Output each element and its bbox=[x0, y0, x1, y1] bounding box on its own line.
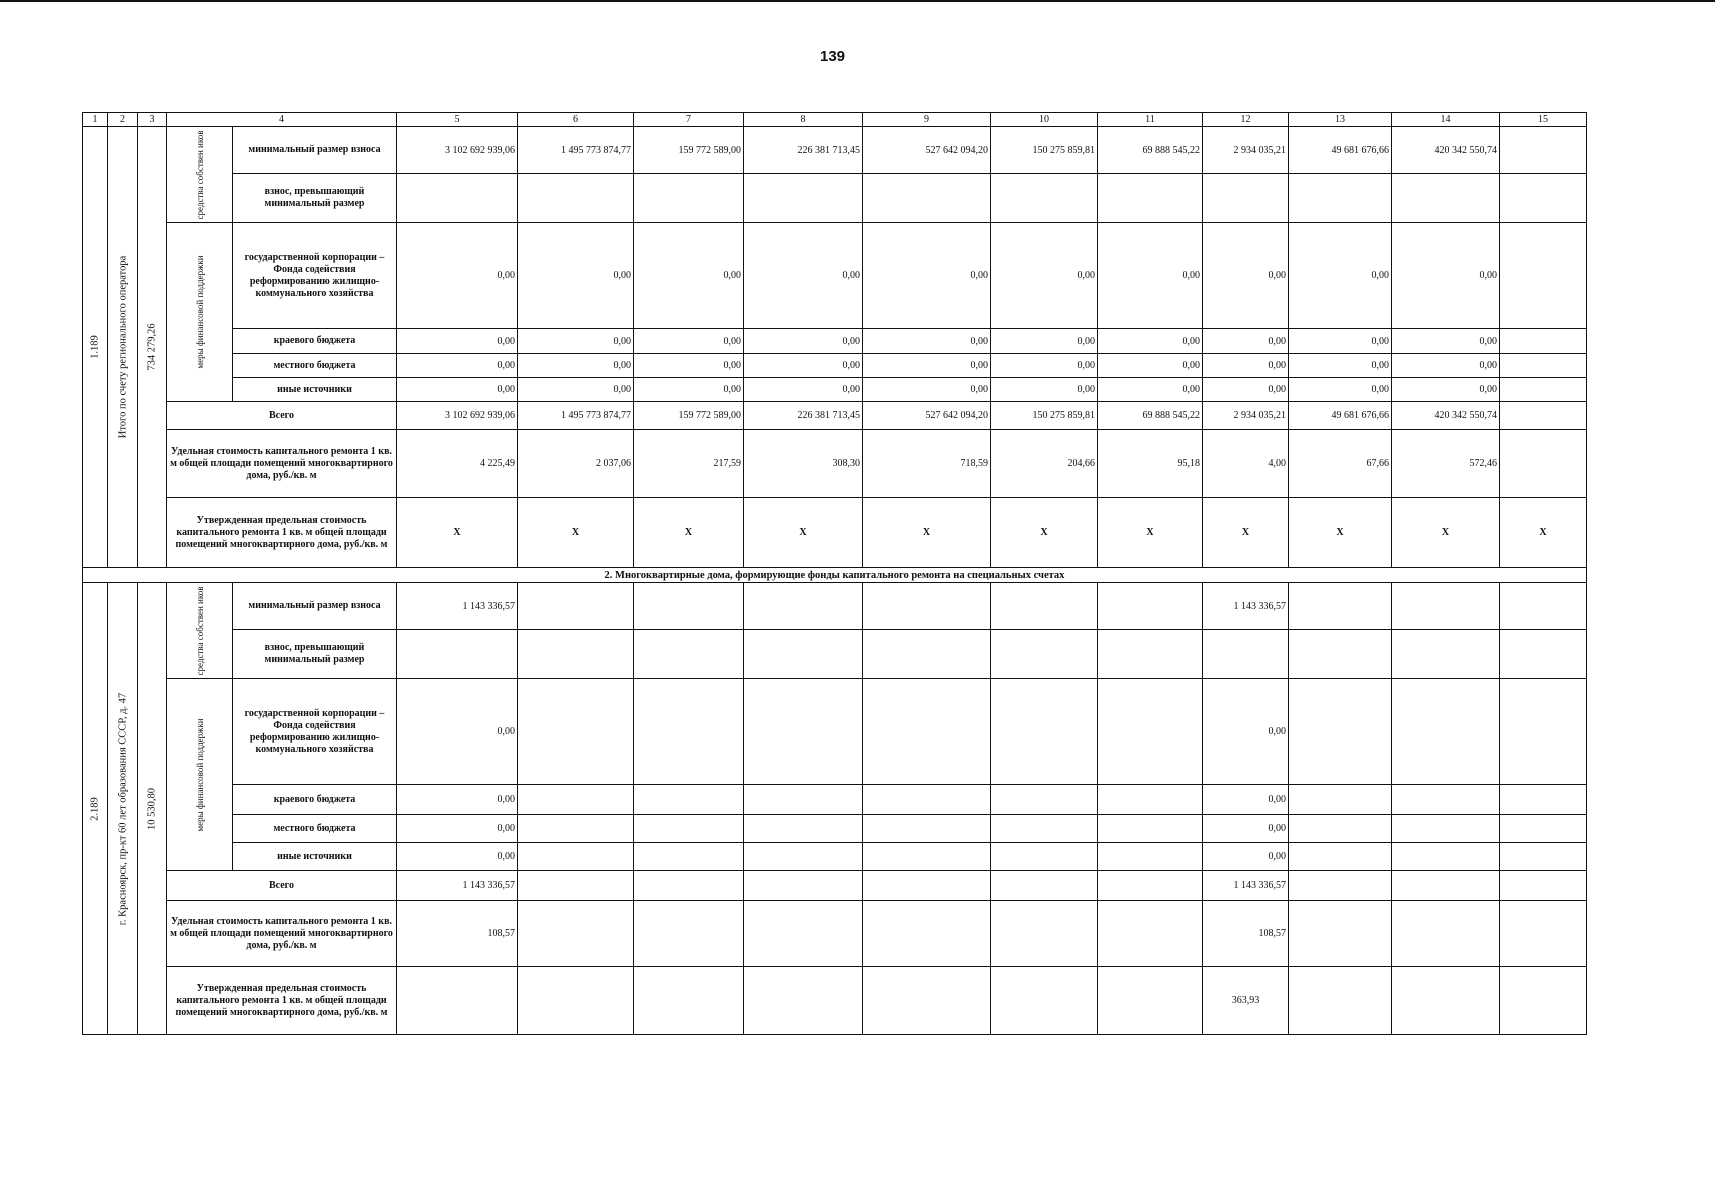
over-min-value bbox=[518, 630, 634, 679]
over-min-label: взнос, превышающий минимальный размер bbox=[233, 174, 397, 223]
section-title-row bbox=[83, 568, 1587, 583]
row-number bbox=[83, 583, 108, 1035]
local-budget-value: 0,00 bbox=[1098, 354, 1203, 378]
local-budget-value: 0,00 bbox=[744, 354, 863, 378]
fin-support-label bbox=[167, 679, 233, 871]
page-number: 139 bbox=[820, 48, 846, 65]
regional-budget-value bbox=[1098, 785, 1203, 815]
fund-value bbox=[1500, 223, 1587, 329]
fund-value: 0,00 bbox=[1392, 223, 1500, 329]
column-header-4: 4 bbox=[167, 113, 397, 127]
total-value bbox=[1500, 402, 1587, 430]
other-sources-value bbox=[1392, 843, 1500, 871]
column-header-8: 8 bbox=[744, 113, 863, 127]
fund-value: 0,00 bbox=[1289, 223, 1392, 329]
regional-budget-value: 0,00 bbox=[1392, 329, 1500, 354]
row-area bbox=[138, 127, 167, 568]
limit-cost-row bbox=[83, 498, 1587, 568]
unit-cost-value: 95,18 bbox=[1098, 430, 1203, 498]
unit-cost-value: 67,66 bbox=[1289, 430, 1392, 498]
min-contribution-value bbox=[744, 583, 863, 630]
total-value: 1 495 773 874,77 bbox=[518, 402, 634, 430]
total-label: Всего bbox=[167, 402, 397, 430]
unit-cost-value bbox=[1500, 901, 1587, 967]
unit-cost-value: 108,57 bbox=[397, 901, 518, 967]
column-header-13: 13 bbox=[1289, 113, 1392, 127]
total-value: 3 102 692 939,06 bbox=[397, 402, 518, 430]
regional-budget-value bbox=[744, 785, 863, 815]
local-budget-value: 0,00 bbox=[1289, 354, 1392, 378]
limit-cost-value bbox=[744, 967, 863, 1035]
total-value: 527 642 094,20 bbox=[863, 402, 991, 430]
row-number-text: 2.189 bbox=[89, 796, 101, 821]
over-min-value bbox=[397, 630, 518, 679]
total-value: 1 143 336,57 bbox=[1203, 871, 1289, 901]
min-contribution-row bbox=[83, 583, 1587, 630]
min-contribution-value: 159 772 589,00 bbox=[634, 127, 744, 174]
total-value bbox=[634, 871, 744, 901]
fund-value: 0,00 bbox=[634, 223, 744, 329]
local-budget-value bbox=[634, 815, 744, 843]
limit-cost-value: X bbox=[1289, 498, 1392, 568]
local-budget-value: 0,00 bbox=[518, 354, 634, 378]
min-contribution-value bbox=[1289, 583, 1392, 630]
total-value: 159 772 589,00 bbox=[634, 402, 744, 430]
own-funds-label bbox=[167, 583, 233, 679]
limit-cost-row bbox=[83, 967, 1587, 1035]
regional-budget-label: краевого бюджета bbox=[233, 785, 397, 815]
min-contribution-value: 1 143 336,57 bbox=[397, 583, 518, 630]
local-budget-value: 0,00 bbox=[397, 354, 518, 378]
fund-value: 0,00 bbox=[1203, 223, 1289, 329]
total-value: 2 934 035,21 bbox=[1203, 402, 1289, 430]
other-sources-value: 0,00 bbox=[1289, 378, 1392, 402]
limit-cost-value bbox=[863, 967, 991, 1035]
unit-cost-value bbox=[1500, 430, 1587, 498]
limit-cost-value: X bbox=[1500, 498, 1587, 568]
local-budget-value: 0,00 bbox=[1203, 815, 1289, 843]
fund-value bbox=[1392, 679, 1500, 785]
column-header-3: 3 bbox=[138, 113, 167, 127]
min-contribution-value: 420 342 550,74 bbox=[1392, 127, 1500, 174]
regional-budget-value: 0,00 bbox=[397, 785, 518, 815]
other-sources-value bbox=[634, 843, 744, 871]
limit-cost-label: Утвержденная предельная стоимость капитального ремонта 1 кв. м общей площади помещений многоквартирного дома, руб./кв. м bbox=[167, 498, 397, 568]
other-sources-value: 0,00 bbox=[1098, 378, 1203, 402]
regional-budget-value bbox=[1500, 329, 1587, 354]
other-sources-value: 0,00 bbox=[397, 843, 518, 871]
total-value: 69 888 545,22 bbox=[1098, 402, 1203, 430]
regional-budget-value: 0,00 bbox=[1203, 785, 1289, 815]
over-min-value bbox=[1392, 630, 1500, 679]
limit-cost-value bbox=[1500, 967, 1587, 1035]
limit-cost-value: X bbox=[397, 498, 518, 568]
other-sources-value bbox=[863, 843, 991, 871]
over-min-value bbox=[397, 174, 518, 223]
limit-cost-value: X bbox=[634, 498, 744, 568]
regional-budget-value bbox=[518, 785, 634, 815]
other-sources-row bbox=[83, 843, 1587, 871]
other-sources-value bbox=[744, 843, 863, 871]
over-min-value bbox=[1500, 630, 1587, 679]
total-value bbox=[518, 871, 634, 901]
unit-cost-value bbox=[991, 901, 1098, 967]
own-funds-label bbox=[167, 127, 233, 223]
fund-value bbox=[744, 679, 863, 785]
over-min-value bbox=[1289, 630, 1392, 679]
column-header-14: 14 bbox=[1392, 113, 1500, 127]
fund-value: 0,00 bbox=[991, 223, 1098, 329]
other-sources-value: 0,00 bbox=[1203, 378, 1289, 402]
fund-value bbox=[991, 679, 1098, 785]
unit-cost-value bbox=[518, 901, 634, 967]
column-header-15: 15 bbox=[1500, 113, 1587, 127]
unit-cost-value bbox=[1289, 901, 1392, 967]
over-min-value bbox=[1203, 630, 1289, 679]
local-budget-value: 0,00 bbox=[1392, 354, 1500, 378]
regional-budget-value: 0,00 bbox=[991, 329, 1098, 354]
other-sources-label: иные источники bbox=[233, 378, 397, 402]
row-area-text: 734 279,26 bbox=[146, 323, 158, 371]
local-budget-value: 0,00 bbox=[1203, 354, 1289, 378]
min-contribution-value: 527 642 094,20 bbox=[863, 127, 991, 174]
other-sources-value: 0,00 bbox=[397, 378, 518, 402]
total-value bbox=[991, 871, 1098, 901]
over-min-value bbox=[863, 630, 991, 679]
regional-budget-row bbox=[83, 785, 1587, 815]
local-budget-value bbox=[1392, 815, 1500, 843]
regional-budget-value: 0,00 bbox=[397, 329, 518, 354]
total-value: 226 381 713,45 bbox=[744, 402, 863, 430]
total-value bbox=[1289, 871, 1392, 901]
unit-cost-label: Удельная стоимость капитального ремонта 1 кв. м общей площади помещений многоквартирного дома, руб./кв. м bbox=[167, 901, 397, 967]
regional-budget-value bbox=[1392, 785, 1500, 815]
fund-value bbox=[634, 679, 744, 785]
column-header-7: 7 bbox=[634, 113, 744, 127]
over-min-row bbox=[83, 174, 1587, 223]
fund-value bbox=[1289, 679, 1392, 785]
column-header-1: 1 bbox=[83, 113, 108, 127]
regional-budget-value: 0,00 bbox=[744, 329, 863, 354]
min-contribution-value: 3 102 692 939,06 bbox=[397, 127, 518, 174]
own-funds-label-text: средства собствен иков bbox=[194, 586, 205, 675]
unit-cost-value bbox=[863, 901, 991, 967]
min-contribution-value bbox=[1500, 583, 1587, 630]
local-budget-value bbox=[1289, 815, 1392, 843]
min-contribution-value: 1 495 773 874,77 bbox=[518, 127, 634, 174]
limit-cost-value bbox=[1289, 967, 1392, 1035]
regional-budget-label: краевого бюджета bbox=[233, 329, 397, 354]
local-budget-label: местного бюджета bbox=[233, 815, 397, 843]
total-value bbox=[863, 871, 991, 901]
fund-value: 0,00 bbox=[397, 223, 518, 329]
total-value bbox=[744, 871, 863, 901]
limit-cost-value bbox=[397, 967, 518, 1035]
unit-cost-value: 4 225,49 bbox=[397, 430, 518, 498]
over-min-value bbox=[1500, 174, 1587, 223]
local-budget-value: 0,00 bbox=[397, 815, 518, 843]
row-number-text: 1.189 bbox=[89, 335, 101, 359]
column-header-11: 11 bbox=[1098, 113, 1203, 127]
unit-cost-value bbox=[1392, 901, 1500, 967]
limit-cost-value: X bbox=[1203, 498, 1289, 568]
min-contribution-value bbox=[863, 583, 991, 630]
local-budget-value bbox=[1098, 815, 1203, 843]
fund-value: 0,00 bbox=[1098, 223, 1203, 329]
local-budget-value: 0,00 bbox=[863, 354, 991, 378]
fund-value: 0,00 bbox=[863, 223, 991, 329]
fund-label: государственной корпорации – Фонда содействия реформированию жилищно-коммунального хозяйства bbox=[233, 679, 397, 785]
other-sources-value: 0,00 bbox=[863, 378, 991, 402]
fund-value: 0,00 bbox=[1203, 679, 1289, 785]
fund-row bbox=[83, 223, 1587, 329]
regional-budget-value: 0,00 bbox=[518, 329, 634, 354]
unit-cost-value: 572,46 bbox=[1392, 430, 1500, 498]
over-min-value bbox=[863, 174, 991, 223]
local-budget-value: 0,00 bbox=[991, 354, 1098, 378]
table-body bbox=[83, 113, 1587, 1035]
local-budget-value bbox=[744, 815, 863, 843]
limit-cost-value bbox=[518, 967, 634, 1035]
fund-value: 0,00 bbox=[744, 223, 863, 329]
limit-cost-value: X bbox=[744, 498, 863, 568]
unit-cost-value bbox=[1098, 901, 1203, 967]
other-sources-value bbox=[1500, 843, 1587, 871]
over-min-value bbox=[1289, 174, 1392, 223]
total-row bbox=[83, 871, 1587, 901]
min-contribution-value: 150 275 859,81 bbox=[991, 127, 1098, 174]
other-sources-value bbox=[991, 843, 1098, 871]
min-contribution-value: 1 143 336,57 bbox=[1203, 583, 1289, 630]
over-min-label: взнос, превышающий минимальный размер bbox=[233, 630, 397, 679]
fin-support-label-text: меры финансовой поддержки bbox=[194, 717, 205, 832]
regional-budget-value: 0,00 bbox=[1289, 329, 1392, 354]
other-sources-value: 0,00 bbox=[634, 378, 744, 402]
local-budget-value: 0,00 bbox=[634, 354, 744, 378]
regional-budget-value: 0,00 bbox=[1203, 329, 1289, 354]
limit-cost-value: X bbox=[991, 498, 1098, 568]
unit-cost-value: 4,00 bbox=[1203, 430, 1289, 498]
limit-cost-value bbox=[1392, 967, 1500, 1035]
row-area bbox=[138, 583, 167, 1035]
own-funds-label-text: средства собствен иков bbox=[194, 130, 205, 219]
over-min-value bbox=[1098, 630, 1203, 679]
total-value bbox=[1500, 871, 1587, 901]
over-min-value bbox=[744, 630, 863, 679]
unit-cost-value: 718,59 bbox=[863, 430, 991, 498]
column-header-9: 9 bbox=[863, 113, 991, 127]
min-contribution-label: минимальный размер взноса bbox=[233, 583, 397, 630]
over-min-value bbox=[744, 174, 863, 223]
fund-value bbox=[1098, 679, 1203, 785]
total-row bbox=[83, 402, 1587, 430]
limit-cost-value: X bbox=[1098, 498, 1203, 568]
over-min-value bbox=[1203, 174, 1289, 223]
column-header-10: 10 bbox=[991, 113, 1098, 127]
row-number bbox=[83, 127, 108, 568]
min-contribution-value bbox=[991, 583, 1098, 630]
other-sources-value: 0,00 bbox=[991, 378, 1098, 402]
fin-support-label-text: меры финансовой поддержки bbox=[194, 255, 205, 369]
fund-value: 0,00 bbox=[397, 679, 518, 785]
unit-cost-value: 2 037,06 bbox=[518, 430, 634, 498]
unit-cost-value: 204,66 bbox=[991, 430, 1098, 498]
min-contribution-value: 69 888 545,22 bbox=[1098, 127, 1203, 174]
limit-cost-value: X bbox=[863, 498, 991, 568]
unit-cost-value bbox=[634, 901, 744, 967]
regional-budget-value bbox=[991, 785, 1098, 815]
min-contribution-row bbox=[83, 127, 1587, 174]
other-sources-label: иные источники bbox=[233, 843, 397, 871]
row-address-text: г. Красноярск, пр-кт 60 лет образования СССР, д. 47 bbox=[117, 692, 128, 925]
row-address bbox=[108, 127, 138, 568]
regional-budget-value bbox=[863, 785, 991, 815]
min-contribution-value: 49 681 676,66 bbox=[1289, 127, 1392, 174]
limit-cost-label: Утвержденная предельная стоимость капитального ремонта 1 кв. м общей площади помещений многоквартирного дома, руб./кв. м bbox=[167, 967, 397, 1035]
row-address bbox=[108, 583, 138, 1035]
column-number-header bbox=[83, 113, 1587, 127]
local-budget-row bbox=[83, 354, 1587, 378]
regional-budget-row bbox=[83, 329, 1587, 354]
fund-label: государственной корпорации – Фонда содействия реформированию жилищно-коммунального хозяйства bbox=[233, 223, 397, 329]
row-address-text: Итого по счету регионального оператора bbox=[117, 255, 128, 439]
fund-value bbox=[518, 679, 634, 785]
local-budget-row bbox=[83, 815, 1587, 843]
min-contribution-value bbox=[518, 583, 634, 630]
other-sources-value: 0,00 bbox=[518, 378, 634, 402]
limit-cost-value: X bbox=[518, 498, 634, 568]
total-label: Всего bbox=[167, 871, 397, 901]
regional-budget-value: 0,00 bbox=[1098, 329, 1203, 354]
fin-support-label bbox=[167, 223, 233, 402]
local-budget-label: местного бюджета bbox=[233, 354, 397, 378]
row-area-text: 10 530,80 bbox=[146, 787, 158, 830]
local-budget-value bbox=[518, 815, 634, 843]
min-contribution-value bbox=[1392, 583, 1500, 630]
over-min-value bbox=[1098, 174, 1203, 223]
unit-cost-row bbox=[83, 430, 1587, 498]
total-value: 49 681 676,66 bbox=[1289, 402, 1392, 430]
min-contribution-value: 226 381 713,45 bbox=[744, 127, 863, 174]
total-value bbox=[1392, 871, 1500, 901]
fund-value bbox=[1500, 679, 1587, 785]
over-min-value bbox=[991, 174, 1098, 223]
local-budget-value bbox=[991, 815, 1098, 843]
over-min-value bbox=[991, 630, 1098, 679]
local-budget-value bbox=[1500, 815, 1587, 843]
top-border-line bbox=[0, 0, 1715, 2]
column-header-2: 2 bbox=[108, 113, 138, 127]
other-sources-value bbox=[1098, 843, 1203, 871]
other-sources-value bbox=[1289, 843, 1392, 871]
fund-value bbox=[863, 679, 991, 785]
limit-cost-value bbox=[634, 967, 744, 1035]
over-min-value bbox=[518, 174, 634, 223]
total-value: 420 342 550,74 bbox=[1392, 402, 1500, 430]
min-contribution-value bbox=[1098, 583, 1203, 630]
column-header-5: 5 bbox=[397, 113, 518, 127]
limit-cost-value bbox=[1098, 967, 1203, 1035]
unit-cost-row bbox=[83, 901, 1587, 967]
total-value: 150 275 859,81 bbox=[991, 402, 1098, 430]
unit-cost-value: 217,59 bbox=[634, 430, 744, 498]
local-budget-value bbox=[863, 815, 991, 843]
limit-cost-value bbox=[991, 967, 1098, 1035]
regional-budget-value: 0,00 bbox=[863, 329, 991, 354]
local-budget-value bbox=[1500, 354, 1587, 378]
fund-value: 0,00 bbox=[518, 223, 634, 329]
regional-budget-value: 0,00 bbox=[634, 329, 744, 354]
regional-budget-value bbox=[1289, 785, 1392, 815]
other-sources-row bbox=[83, 378, 1587, 402]
over-min-value bbox=[634, 174, 744, 223]
column-header-6: 6 bbox=[518, 113, 634, 127]
over-min-row bbox=[83, 630, 1587, 679]
capital-repair-table bbox=[82, 112, 1587, 1035]
min-contribution-value: 2 934 035,21 bbox=[1203, 127, 1289, 174]
section-title: 2. Многоквартирные дома, формирующие фонды капитального ремонта на специальных счетах bbox=[83, 568, 1587, 583]
total-value bbox=[1098, 871, 1203, 901]
min-contribution-value bbox=[1500, 127, 1587, 174]
total-value: 1 143 336,57 bbox=[397, 871, 518, 901]
unit-cost-value bbox=[744, 901, 863, 967]
over-min-value bbox=[1392, 174, 1500, 223]
min-contribution-value bbox=[634, 583, 744, 630]
unit-cost-label: Удельная стоимость капитального ремонта 1 кв. м общей площади помещений многоквартирного дома, руб./кв. м bbox=[167, 430, 397, 498]
limit-cost-value: 363,93 bbox=[1203, 967, 1289, 1035]
unit-cost-value: 108,57 bbox=[1203, 901, 1289, 967]
other-sources-value bbox=[518, 843, 634, 871]
fund-row bbox=[83, 679, 1587, 785]
other-sources-value: 0,00 bbox=[1392, 378, 1500, 402]
regional-budget-value bbox=[634, 785, 744, 815]
column-header-12: 12 bbox=[1203, 113, 1289, 127]
regional-budget-value bbox=[1500, 785, 1587, 815]
other-sources-value: 0,00 bbox=[1203, 843, 1289, 871]
unit-cost-value: 308,30 bbox=[744, 430, 863, 498]
other-sources-value bbox=[1500, 378, 1587, 402]
other-sources-value: 0,00 bbox=[744, 378, 863, 402]
min-contribution-label: минимальный размер взноса bbox=[233, 127, 397, 174]
limit-cost-value: X bbox=[1392, 498, 1500, 568]
over-min-value bbox=[634, 630, 744, 679]
